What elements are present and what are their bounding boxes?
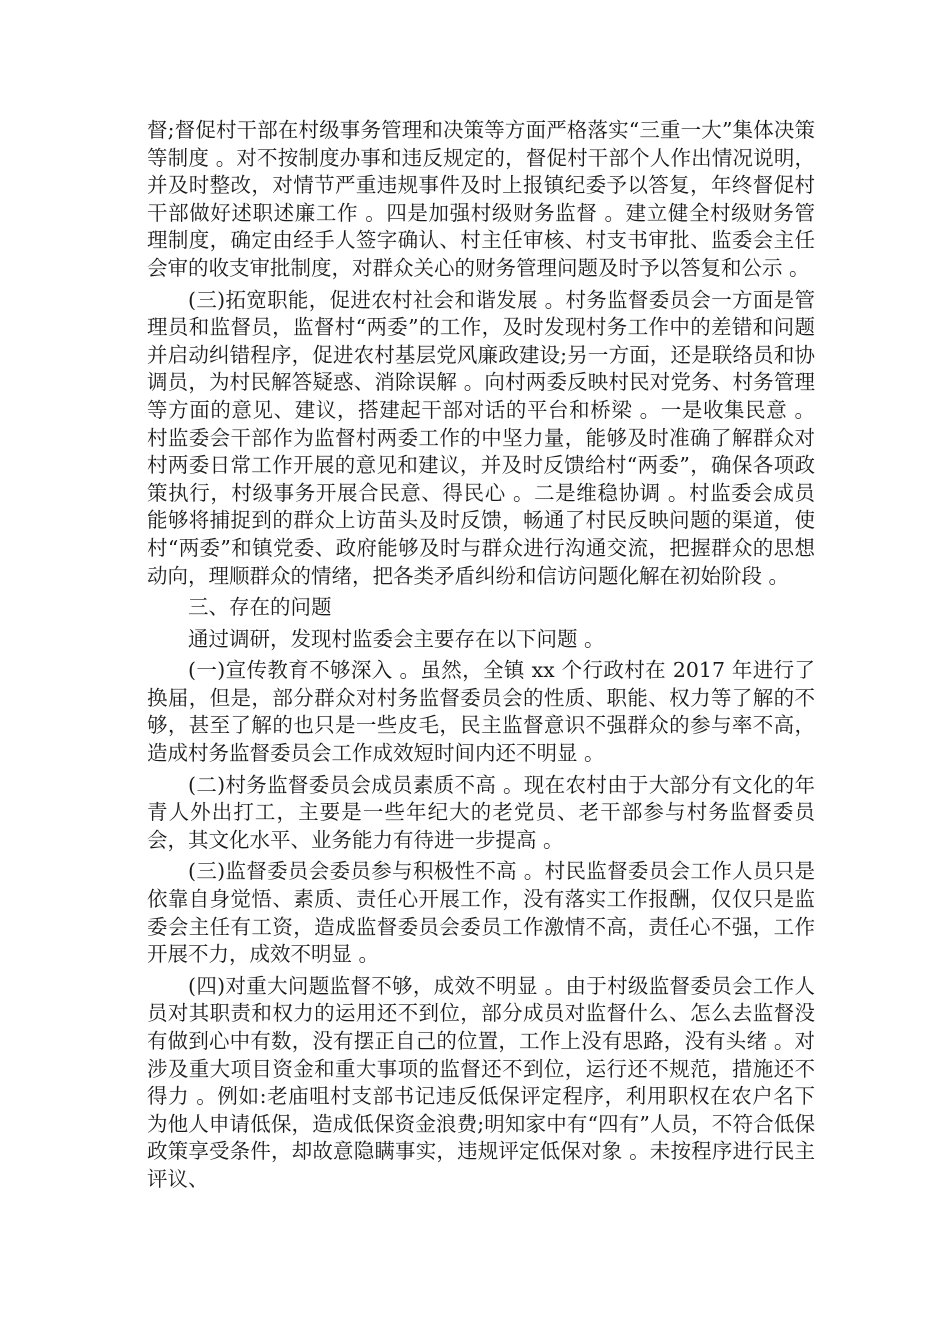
document-body [147, 117, 815, 1194]
paragraph-problems-intro: 通过调研，发现村监委会主要存在以下问题 。 [188, 626, 605, 651]
paragraph-finance-supervision: 督;督促村干部在村级事务管理和决策等方面严格落实“三重一大”集体决策等制度 。对不按制度办事和违反规定的，督促村干部个人作出情况说明，并及时整改，对情节严重违规事件及时上报镇纪委予以答复，年终督促村干部做好述职述廉工作 。四是加强村级财务监督 。建立健全村级财务管理制度，确定由经手人签字确认、村主任审核、村支书审批、监委会主任会审的收支审批制度，对群众关心的财务管理问题及时予以答复和公示 。 [147, 118, 815, 280]
paragraph-problem-2: (二)村务监督委员会成员素质不高 。现在农村由于大部分有文化的年青人外出打工，主要是一些年纪大的老党员、老干部参与村务监督委员会，其文化水平、业务能力有待进一步提高 。 [147, 772, 815, 852]
paragraph-expand-functions: (三)拓宽职能，促进农村社会和谐发展 。村务监督委员会一方面是管理员和监督员，监督村“两委”的工作，及时发现村务工作中的差错和问题并启动纠错程序，促进农村基层党风廉政建设;另一方面，还是联络员和协调员，为村民解答疑惑、消除误解 。向村两委反映村民对党务、村务管理等方面的意见、建议，搭建起干部对话的平台和桥梁 。一是收集民意 。村监委会干部作为监督村两委工作的中坚力量，能够及时准确了解群众对村两委日常工作开展的意见和建议，并及时反馈给村“两委”，确保各项政策执行，村级事务开展合民意、得民心 。二是维稳协调 。村监委会成员能够将捕捉到的群众上访苗头及时反馈，畅通了村民反映问题的渠道，使村“两委”和镇党委、政府能够及时与群众进行沟通交流，把握群众的思想动向，理顺群众的情绪，把各类矛盾纠纷和信访问题化解在初始阶段 。 [147, 287, 815, 588]
section-heading-existing-problems: 三、存在的问题 [188, 595, 332, 620]
paragraph-problem-3: (三)监督委员会委员参与积极性不高 。村民监督委员会工作人员只是依靠自身觉悟、素质、责任心开展工作，没有落实工作报酬，仅仅只是监委会主任有工资，造成监督委员会委员工作激情不高，责任心不强，工作开展不力，成效不明显 。 [147, 859, 815, 967]
paragraph-problem-4: (四)对重大问题监督不够，成效不明显 。由于村级监督委员会工作人员对其职责和权力的运用还不到位，部分成员对监督什么、怎么去监督没有做到心中有数，没有摆正自己的位置，工作上没有思路，没有头绪 。对涉及重大项目资金和重大事项的监督还不到位，运行还不规范，措施还不得力 。例如:老庙咀村支部书记违反低保评定程序，利用职权在农户名下为他人申请低保，造成低保资金浪费;明知家中有“四有”人员，不符合低保政策享受条件，却故意隐瞒事实，违规评定低保对象 。未按程序进行民主评议、 [147, 973, 815, 1191]
paragraph-problem-1: (一)宣传教育不够深入 。虽然，全镇 xx 个行政村在 2017 年进行了换届，但是，部分群众对村务监督委员会的性质、职能、权力等了解的不够，甚至了解的也只是一些皮毛，民主监督意识不强群众的参与率不高，造成村务监督委员会工作成效短时间内还不明显 。 [147, 658, 815, 766]
